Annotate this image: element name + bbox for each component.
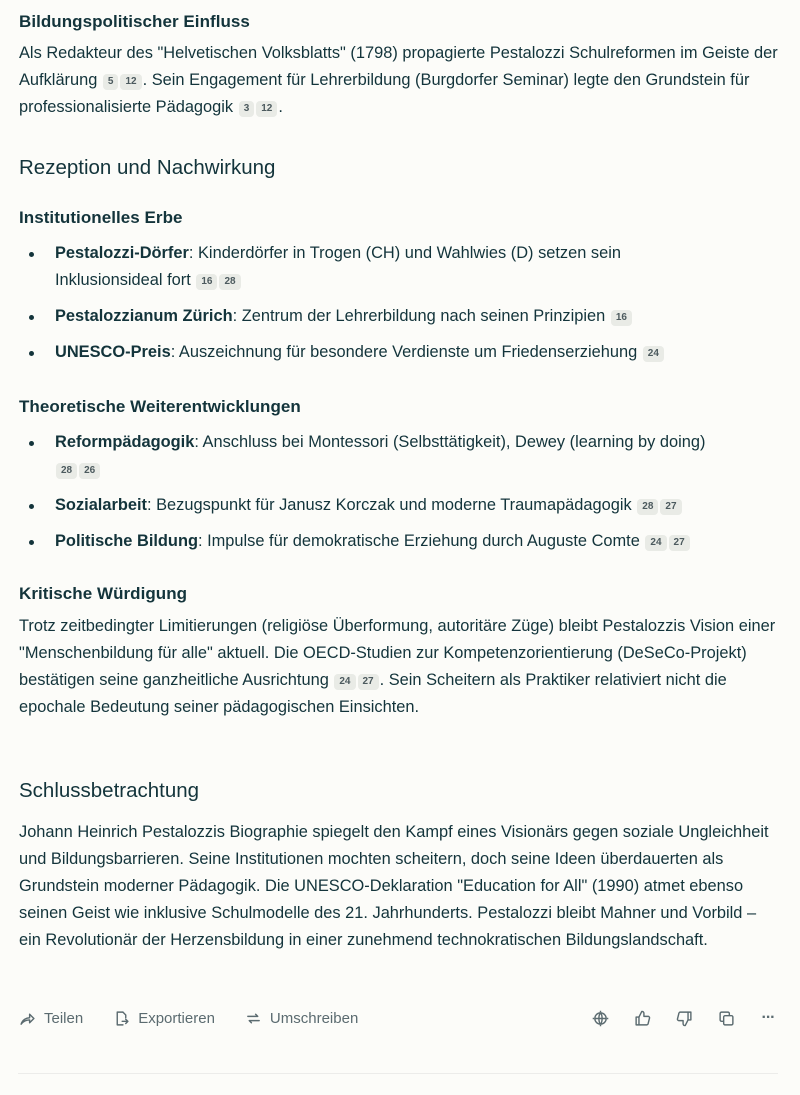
thumbs-up-icon: [634, 1010, 651, 1027]
section-heading: Bildungspolitischer Einfluss: [19, 12, 250, 31]
share-icon: [19, 1010, 36, 1027]
citation-badge[interactable]: 24: [334, 674, 355, 690]
citation-badge[interactable]: 5: [103, 74, 119, 90]
rewrite-icon: [245, 1010, 262, 1027]
citation-badge[interactable]: 28: [56, 463, 77, 479]
paragraph: Johann Heinrich Pestalozzis Biographie spiegelt den Kampf eines Visionärs gegen soziale Ungleichheit und Bildungsbarrieren. Seine Institutionen mochten scheitern, doch seine Ideen überdauerten als Grundstein moderner Pädagogik. Die UNESCO-Deklaration "Education for All" (1990) atmet ebenso seinen Geist wie inklusive Schulmodelle des 21. Jahrhunderts. Pestalozzi bleibt Mahner und Vorbild – ein Revolutionär der Herzensbildung in einer zunehmend technokratischen Bildungslandschaft.: [19, 823, 769, 949]
citation-badge[interactable]: 27: [660, 499, 681, 515]
list-item: UNESCO-Preis: Auszeichnung für besondere Verdienste um Friedenserziehung 24: [19, 339, 778, 366]
paragraph: Als Redakteur des "Helvetischen Volksblatts" (1798) propagierte Pestalozzi Schulreformen im Geiste der Aufklärung 5 12 . Sein Engagement für Lehrerbildung (Burgdorfer Seminar) legte den Grundstein für professionalisierte Pädagogik 3 12 .: [19, 44, 778, 116]
bullet-list: [19, 240, 778, 366]
toolbar-right-actions: [590, 1008, 778, 1028]
more-button[interactable]: [758, 1008, 778, 1028]
thumbs-up-button[interactable]: [632, 1008, 652, 1028]
page-section-title: Rezeption und Nachwirkung: [19, 156, 276, 179]
thumbs-down-button[interactable]: [674, 1008, 694, 1028]
list-item: Pestalozzianum Zürich: Zentrum der Lehrerbildung nach seinen Prinzipien 16: [19, 303, 778, 330]
citation-badge[interactable]: 12: [120, 74, 141, 90]
section-kritik: [19, 584, 778, 721]
answer-toolbar: [19, 1003, 778, 1033]
more-icon: ···: [761, 1009, 775, 1026]
export-icon: [113, 1010, 130, 1027]
citation-badge[interactable]: 28: [637, 499, 658, 515]
export-button[interactable]: Exportieren: [113, 1010, 215, 1027]
citation-badge[interactable]: 27: [669, 535, 690, 551]
citation-badge[interactable]: 26: [79, 463, 100, 479]
bullet-list: [19, 429, 778, 555]
rewrite-button[interactable]: Umschreiben: [245, 1010, 358, 1027]
citation-badge[interactable]: 24: [643, 346, 664, 362]
section-schluss: [19, 779, 778, 954]
section-bildungspolitik: [19, 12, 778, 121]
citation-badge[interactable]: 27: [358, 674, 379, 690]
copy-button[interactable]: [716, 1008, 736, 1028]
citation-badge[interactable]: 3: [239, 101, 255, 117]
citation-badge[interactable]: 16: [196, 274, 217, 290]
section-theorie: [19, 397, 778, 555]
thumbs-down-icon: [676, 1010, 693, 1027]
list-item: Sozialarbeit: Bezugspunkt für Janusz Korczak und moderne Traumapädagogik 28 27: [19, 492, 778, 519]
list-item: Politische Bildung: Impulse für demokratische Erziehung durch Auguste Comte 24 27: [19, 528, 778, 555]
list-item: Reformpädagogik: Anschluss bei Montessori (Selbsttätigkeit), Dewey (learning by doing) 28 26: [19, 429, 778, 483]
share-button[interactable]: Teilen: [19, 1010, 83, 1027]
list-item: Pestalozzi-Dörfer: Kinderdörfer in Trogen (CH) und Wahlwies (D) setzen sein Inklusionsideal fort 16 28: [19, 240, 778, 294]
paragraph: Trotz zeitbedingter Limitierungen (religiöse Überformung, autoritäre Züge) bleibt Pestalozzis Vision einer "Menschenbildung für alle" aktuell. Die OECD-Studien zur Kompetenzorientierung (DeSeCo-Projekt) bestätigen seine ganzheitliche Ausrichtung 24 27 . Sein Scheitern als Praktiker relativiert nicht die epochale Bedeutung seiner pädagogischen Einsichten.: [19, 617, 776, 716]
section-heading: Theoretische Weiterentwicklungen: [19, 397, 301, 416]
divider: [18, 1073, 778, 1074]
citation-badge[interactable]: 24: [645, 535, 666, 551]
globe-icon: [592, 1010, 609, 1027]
citation-badge[interactable]: 28: [219, 274, 240, 290]
copy-icon: [718, 1010, 735, 1027]
section-heading: Institutionelles Erbe: [19, 208, 183, 227]
page-section-title: Schlussbetrachtung: [19, 779, 200, 802]
sources-button[interactable]: [590, 1008, 610, 1028]
citation-badge[interactable]: 16: [611, 310, 632, 326]
section-heading: Kritische Würdigung: [19, 584, 188, 603]
section-institutionelles-erbe: [19, 208, 778, 366]
citation-badge[interactable]: 12: [256, 101, 277, 117]
